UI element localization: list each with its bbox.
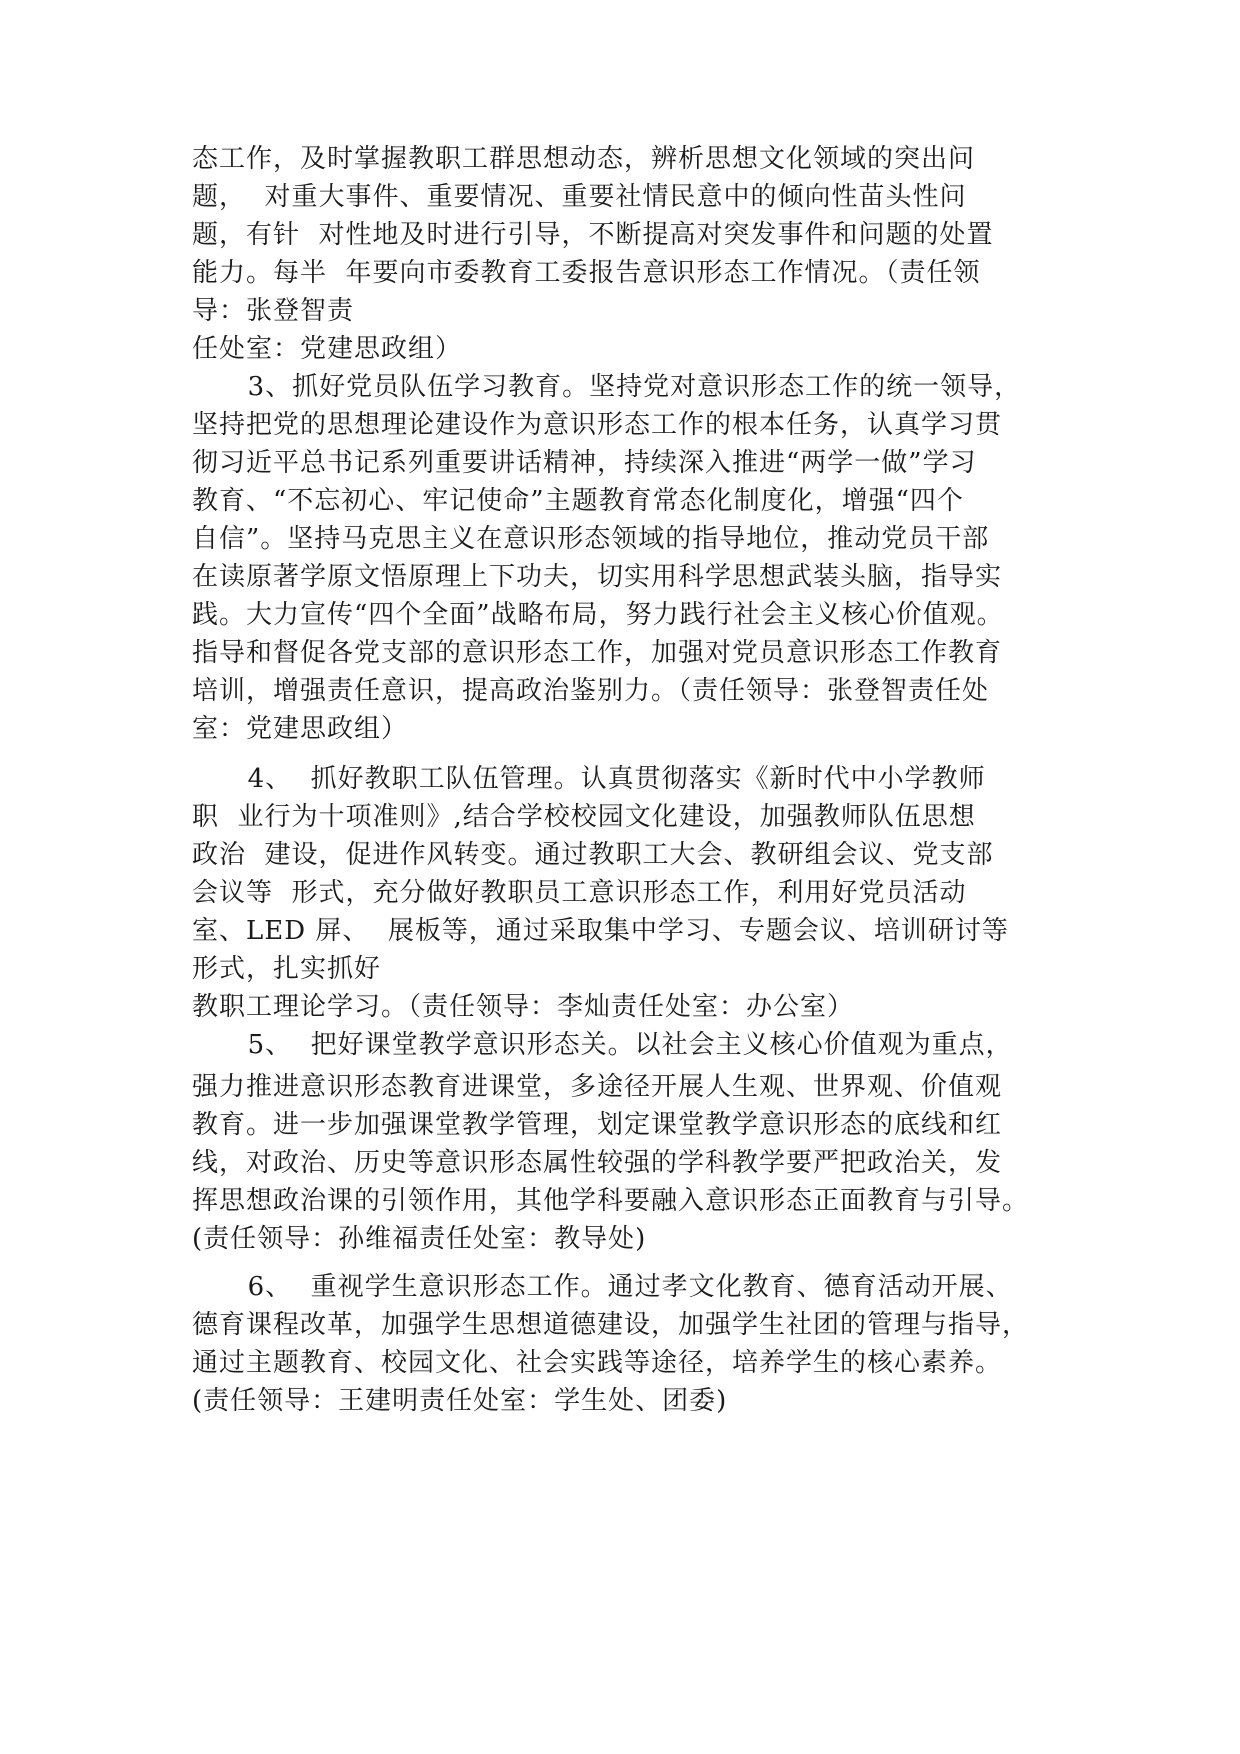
text-line: 会议等 形式，充分做好教职员工意识形态工作，利用好党员活动 <box>192 878 967 908</box>
text-line: 教育、“不忘初心、牢记使命”主题教育常态化制度化，增强“四个 <box>192 486 964 516</box>
text-line: 德育课程改革，加强学生思想道德建设，加强学生社团的管理与指导， <box>192 1310 1030 1340</box>
text-line: 能力。每半 年要向市委教育工委报告意识形态工作情况。（责任领 <box>192 258 981 288</box>
text-line: 通过主题教育、校园文化、社会实践等途径，培养学生的核心素养。 <box>192 1348 1003 1378</box>
text-line: 5、 把好课堂教学意识形态关。以社会主义核心价值观为重点， <box>192 1030 1013 1060</box>
text-line: 题，有针 对性地及时进行引导，不断提高对突发事件和问题的处置 <box>192 220 994 250</box>
text-line: 坚持把党的思想理论建设作为意识形态工作的根本任务，认真学习贯 <box>192 410 1003 440</box>
text-line: 强力推进意识形态教育进课堂，多途径开展人生观、世界观、价值观 <box>192 1072 1003 1102</box>
text-line: 践。大力宣传“四个全面”战略布局，努力践行社会主义核心价值观。 <box>192 600 1004 630</box>
text-line: 导：张登智责 <box>192 296 355 326</box>
text-line: 室：党建思政组） <box>192 714 409 744</box>
text-line: 线，对政治、历史等意识形态属性较强的学科教学要严把政治关，发 <box>192 1148 1003 1178</box>
text-line: 教职工理论学习。（责任领导：李灿责任处室：办公室） <box>192 992 855 1022</box>
text-line: 彻习近平总书记系列重要讲话精神，持续深入推进“两学一做”学习 <box>192 448 977 478</box>
text-line: 培训，增强责任意识，提高政治鉴别力。（责任领导：张登智责任处 <box>192 676 990 706</box>
text-line: 政治 建设，促进作风转变。通过教职工大会、教研组会议、党支部 <box>192 840 994 870</box>
text-line: 任处室：党建思政组） <box>192 334 463 364</box>
text-line: 自信”。坚持马克思主义在意识形态领域的指导地位，推动党员干部 <box>192 524 990 554</box>
text-line: 在读原著学原文悟原理上下功夫，切实用科学思想武装头脑，指导实 <box>192 562 1003 592</box>
text-line: 指导和督促各党支部的意识形态工作，加强对党员意识形态工作教育 <box>192 638 1003 668</box>
text-line: 室、LED 屏、 展板等，通过采取集中学习、专题会议、培训研讨等 <box>192 916 1009 946</box>
text-line: 6、 重视学生意识形态工作。通过孝文化教育、德育活动开展、 <box>192 1272 1013 1302</box>
text-line: 教育。进一步加强课堂教学管理，划定课堂教学意识形态的底线和红 <box>192 1110 1003 1140</box>
text-line: 形式，扎实抓好 <box>192 954 382 984</box>
text-line: 题， 对重大事件、重要情况、重要社情民意中的倾向性苗头性问 <box>192 182 967 212</box>
text-line: 4、 抓好教职工队伍管理。认真贯彻落实《新时代中小学教师 <box>192 764 986 794</box>
text-line: (责任领导：王建明责任处室：学生处、团委) <box>192 1386 728 1416</box>
text-line: 3、抓好党员队伍学习教育。坚持党对意识形态工作的统一领导， <box>192 372 1022 402</box>
text-line: (责任领导：孙维福责任处室：教导处) <box>192 1224 647 1254</box>
text-line: 挥思想政治课的引领作用，其他学科要融入意识形态正面教育与引导。 <box>192 1186 1030 1216</box>
text-line: 态工作，及时掌握教职工群思想动态，辨析思想文化领域的突出问 <box>192 144 976 174</box>
text-line: 职 业行为十项准则》,结合学校校园文化建设，加强教师队伍思想 <box>192 802 976 832</box>
